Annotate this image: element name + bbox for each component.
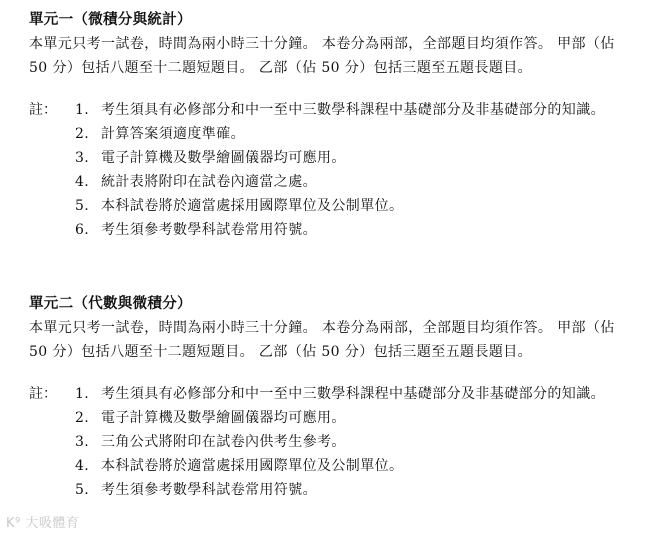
note-number: 4. xyxy=(75,174,90,190)
notes-list xyxy=(29,382,635,502)
note-item xyxy=(29,170,635,194)
note-text: 考生須具有必修部分和中一至中三數學科課程中基礎部分及非基礎部分的知識。 xyxy=(101,386,605,402)
note-item xyxy=(29,406,635,430)
section-module-2 xyxy=(29,294,635,502)
notes-label: 註： xyxy=(29,386,57,402)
note-number: 5. xyxy=(75,198,90,214)
notes-block xyxy=(29,382,635,502)
note-text: 本科試卷將於適當處採用國際單位及公制單位。 xyxy=(101,198,404,214)
note-item xyxy=(29,382,635,406)
note-number: 2. xyxy=(75,126,90,142)
note-number: 3. xyxy=(75,434,90,450)
note-text: 考生須參考數學科試卷常用符號。 xyxy=(101,482,317,498)
note-number: 1. xyxy=(75,102,90,118)
note-item xyxy=(29,146,635,170)
note-number: 5. xyxy=(75,482,90,498)
note-text: 電子計算機及數學繪圖儀器均可應用。 xyxy=(101,410,346,426)
section-intro: 本單元只考一試卷，時間為兩小時三十分鐘。 本卷分為兩部，全部題目均須作答。 甲部（佔 50 分）包括八題至十二題短題目。 乙部（佔 50 分）包括三題至五題長題目。 xyxy=(29,320,615,360)
note-text: 三角公式將附印在試卷內供考生參考。 xyxy=(101,434,346,450)
note-text: 統計表將附印在試卷內適當之處。 xyxy=(101,174,317,190)
note-text: 考生須參考數學科試卷常用符號。 xyxy=(101,222,317,238)
watermark: K⁹ 大吸體育 xyxy=(6,516,80,531)
section-heading: 單元二（代數與微積分） xyxy=(29,296,192,312)
note-number: 3. xyxy=(75,150,90,166)
note-item xyxy=(29,194,635,218)
note-item xyxy=(29,98,635,122)
section-heading: 單元一（微積分與統計） xyxy=(29,12,192,28)
note-text: 計算答案須適度準確。 xyxy=(101,126,245,142)
note-number: 1. xyxy=(75,386,90,402)
note-number: 4. xyxy=(75,458,90,474)
notes-block xyxy=(29,98,635,242)
note-text: 考生須具有必修部分和中一至中三數學科課程中基礎部分及非基礎部分的知識。 xyxy=(101,102,605,118)
note-item xyxy=(29,430,635,454)
notes-label: 註： xyxy=(29,102,57,118)
note-item xyxy=(29,122,635,146)
notes-list xyxy=(29,98,635,242)
section-module-1 xyxy=(29,10,635,242)
note-text: 電子計算機及數學繪圖儀器均可應用。 xyxy=(101,150,346,166)
note-item xyxy=(29,454,635,478)
note-item xyxy=(29,218,635,242)
note-number: 2. xyxy=(75,410,90,426)
note-number: 6. xyxy=(75,222,90,238)
note-item xyxy=(29,478,635,502)
section-intro: 本單元只考一試卷，時間為兩小時三十分鐘。 本卷分為兩部，全部題目均須作答。 甲部（佔 50 分）包括八題至十二題短題目。 乙部（佔 50 分）包括三題至五題長題目。 xyxy=(29,36,615,76)
note-text: 本科試卷將於適當處採用國際單位及公制單位。 xyxy=(101,458,404,474)
